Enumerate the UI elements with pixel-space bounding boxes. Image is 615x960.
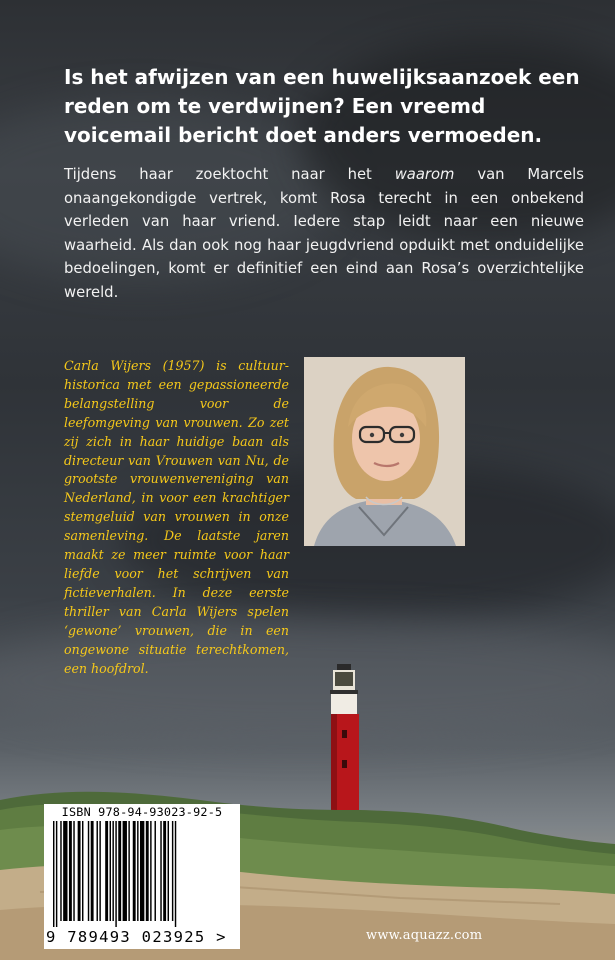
barcode-bar [63, 821, 67, 921]
barcode-bar [56, 821, 57, 927]
barcode-bar [91, 821, 94, 921]
barcode-bar [155, 821, 156, 921]
barcode [44, 804, 240, 949]
barcode-bar [137, 821, 138, 921]
barcode-bar [78, 821, 81, 921]
barcode-bar [112, 821, 113, 921]
blurb-part-1: Tijdens haar zoektocht naar het [64, 166, 395, 183]
barcode-bar [115, 821, 116, 927]
barcode-bar [99, 821, 100, 921]
isbn-label: ISBN 978-94-93023-92-5 [61, 805, 223, 819]
barcode-bar [110, 821, 111, 921]
barcode-bar [105, 821, 108, 921]
barcode-bar [163, 821, 166, 921]
barcode-bar [140, 821, 144, 921]
barcode-bar [60, 821, 61, 921]
publisher-website[interactable]: www.aquazz.com [366, 928, 483, 943]
author-bio: Carla Wijers (1957) is cultuur-historica met een gepassioneerde belangstelling voor de leefomgeving van vrouwen. Zo zet zij zich in haar huidige baan als directeur van Vrouwen van Nu, de grootste vrouwenvereniging van Nederland, in voor een krachtiger stemgeluid van vrouwen in onze samenleving. De laatste jaren maakt ze meer ruimte voor haar liefde voor het schrijven van fictieverhalen. In deze eerste thriller van Carla Wijers spelen ‘gewone’ vrouwen, die in een ongewone situatie terechtkomen, een hoofdrol. [64, 358, 289, 676]
barcode-bar [88, 821, 89, 921]
barcode-bar [175, 821, 176, 927]
barcode-bar [73, 821, 74, 921]
barcode-bars [53, 821, 231, 927]
headline: Is het afwijzen van een huwelijksaanzoek een reden om te verdwijnen? Een vreemd voicemail bericht doet anders vermoeden. [64, 65, 580, 147]
lighthouse-illustration [330, 664, 359, 818]
barcode-bar [146, 821, 149, 921]
barcode-bar [69, 821, 72, 921]
barcode-bar [168, 821, 169, 921]
author-photo-illustration [304, 357, 465, 546]
barcode-bar [133, 821, 136, 921]
barcode-bar [160, 821, 161, 921]
blurb-part-2: van Marcels onaangekondigde vertrek, komt Rosa terecht in een onbekend verleden van haar vriend. Iedere stap leidt naar een nieuwe waarheid. Als dan ook nog haar jeugdvriend opduikt met onduidelijke bedoelingen, komt er definitief een eind aan Rosa’s overzichtelijke wereld. [64, 166, 584, 301]
barcode-bar [172, 821, 173, 921]
barcode-bar [53, 821, 54, 927]
author-photo [304, 357, 465, 546]
barcode-bar [97, 821, 98, 921]
barcode-bar [128, 821, 129, 921]
barcode-digits: 9 789493 023925 > [46, 928, 227, 946]
barcode-bar [150, 821, 151, 921]
barcode-bar [118, 821, 121, 921]
blurb-emphasis: waarom [394, 166, 455, 183]
barcode-bar [123, 821, 127, 921]
barcode-bar [82, 821, 83, 921]
blurb [64, 163, 584, 304]
